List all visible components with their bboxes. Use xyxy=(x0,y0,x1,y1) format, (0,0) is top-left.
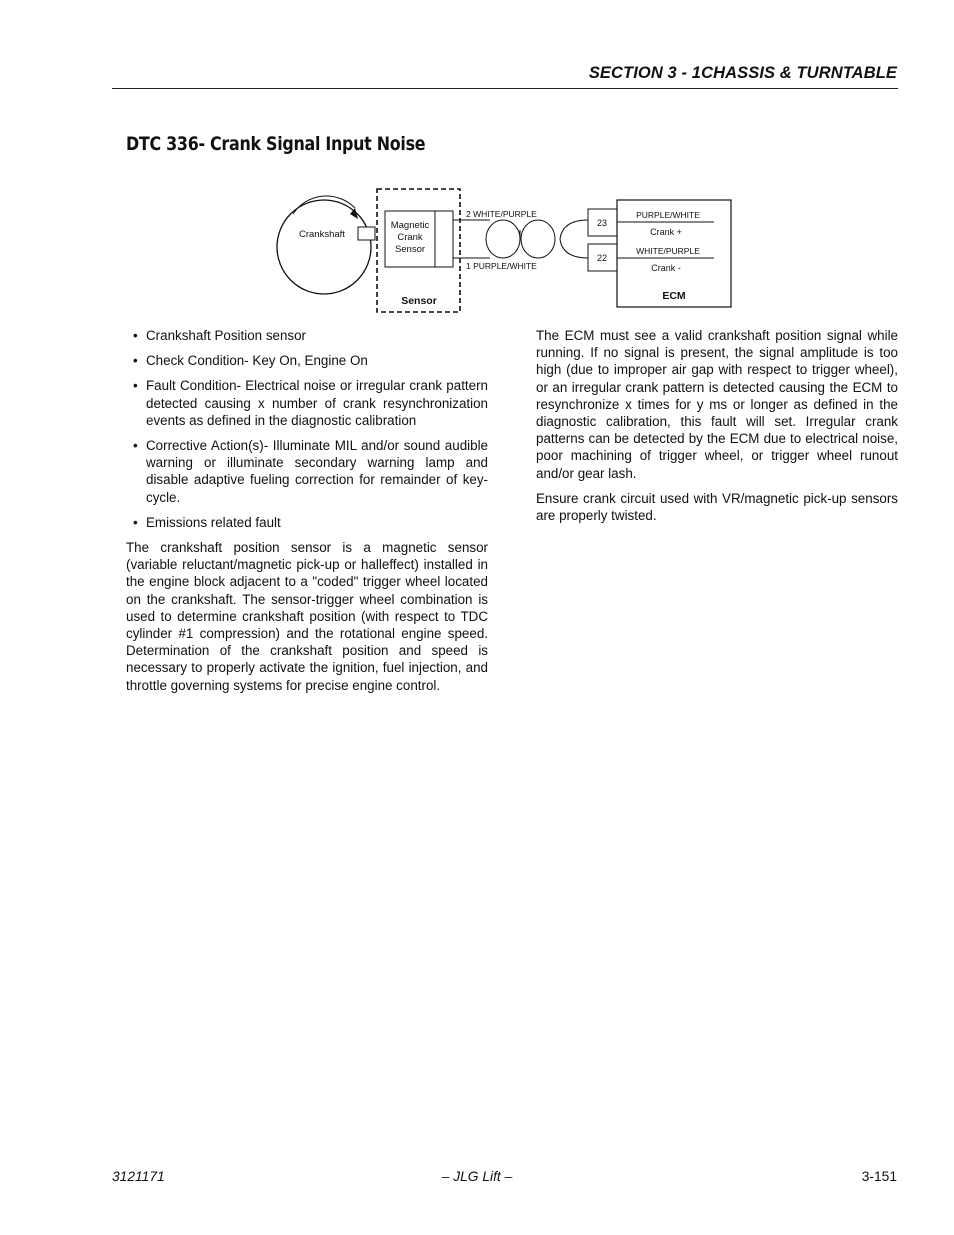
list-item-text: Check Condition- Key On, Engine On xyxy=(146,353,368,369)
list-item-text: Emissions related fault xyxy=(146,514,281,530)
bullet-icon: • xyxy=(133,328,138,343)
ecm-bottom-signal: Crank - xyxy=(651,263,681,273)
pickup-tip xyxy=(358,227,375,240)
section-header: SECTION 3 - 1CHASSIS & TURNTABLE xyxy=(588,64,897,82)
bullet-icon: • xyxy=(133,353,138,369)
bullet-icon: • xyxy=(133,514,138,530)
footer-brand: – JLG Lift – xyxy=(441,1169,513,1184)
twist-end xyxy=(560,220,588,239)
list-item-text: Corrective Action(s)- Illuminate MIL and/or sound audible warning or illuminate secondary warning lamp and disable adaptive fueling correction for remainder of key-cycle. xyxy=(146,438,488,505)
sensor-description: The crankshaft position sensor is a magnetic sensor (variable reluctant/magnetic pick-up or halleffect) installed in the engine block adjacent to a "coded" trigger wheel located on the crankshaft. The sensor-trigger wheel combination is used to determine crankshaft position (with respect to TDC cylinder #1 compression) and the rotational engine speed. Determination of the crankshaft position and speed is necessary to properly activate the ignition, fuel injection, and throttle governing systems for precise engine control. xyxy=(126,540,488,693)
header-divider xyxy=(112,88,898,89)
ecm-bottom-color: WHITE/PURPLE xyxy=(636,246,700,256)
sensor-terminal xyxy=(435,211,453,267)
pin-23-label: 23 xyxy=(596,218,608,228)
doc-number: 3121171 xyxy=(112,1169,165,1184)
ecm-label: ECM xyxy=(662,290,686,302)
page-number: 3-151 xyxy=(861,1169,897,1184)
bullet-list xyxy=(126,327,488,531)
twist-end xyxy=(560,239,588,258)
list-item xyxy=(126,514,488,531)
left-column xyxy=(126,327,488,702)
ecm-description: The ECM must see a valid crankshaft position signal while running. If no signal is present, the signal amplitude is too high (due to improper air gap with respect to trigger wheel), or an irregular crank pattern is detected causing the ECM to resynchronize x times for y ms or longer as defined in the diagnostic calibration, this fault will set. Irregular crank patterns can be detected by the ECM due to electrical noise, poor machining of trigger wheel, or trigger wheel runout and/or gear lash. xyxy=(536,328,898,481)
list-item xyxy=(126,437,488,506)
bullet-icon: • xyxy=(133,378,138,394)
sensor-label-line-2: Crank xyxy=(397,232,423,243)
crankshaft-wheel xyxy=(277,200,371,294)
ecm-top-signal: Crank + xyxy=(650,227,682,237)
list-item xyxy=(126,327,488,344)
bullet-icon: • xyxy=(133,438,138,454)
sensor-label-line-1: Magnetic xyxy=(390,220,430,231)
sensor-label-line-3: Sensor xyxy=(394,244,426,255)
page-heading: DTC 336- Crank Signal Input Noise xyxy=(126,133,426,155)
right-column xyxy=(536,327,898,532)
list-item-text: Crankshaft Position sensor xyxy=(146,328,307,343)
list-item xyxy=(126,377,488,429)
pin-22-label: 22 xyxy=(596,253,608,263)
wire-top-label: 2 WHITE/PURPLE xyxy=(466,209,537,219)
crankshaft-label: Crankshaft xyxy=(299,229,345,240)
list-item xyxy=(126,352,488,369)
wire-bottom-label: 1 PURPLE/WHITE xyxy=(466,261,537,271)
list-item-text: Fault Condition- Electrical noise or irregular crank pattern detected causing x number of crank resynchronization events as defined in the diagnostic calibration xyxy=(146,378,488,428)
twist-loop xyxy=(486,220,520,258)
wiring-diagram xyxy=(270,180,740,315)
sensor-caption: Sensor xyxy=(401,295,437,307)
twist-note: Ensure crank circuit used with VR/magnetic pick-up sensors are properly twisted. xyxy=(536,490,898,524)
twist-loop xyxy=(521,220,555,258)
ecm-top-color: PURPLE/WHITE xyxy=(636,210,700,220)
